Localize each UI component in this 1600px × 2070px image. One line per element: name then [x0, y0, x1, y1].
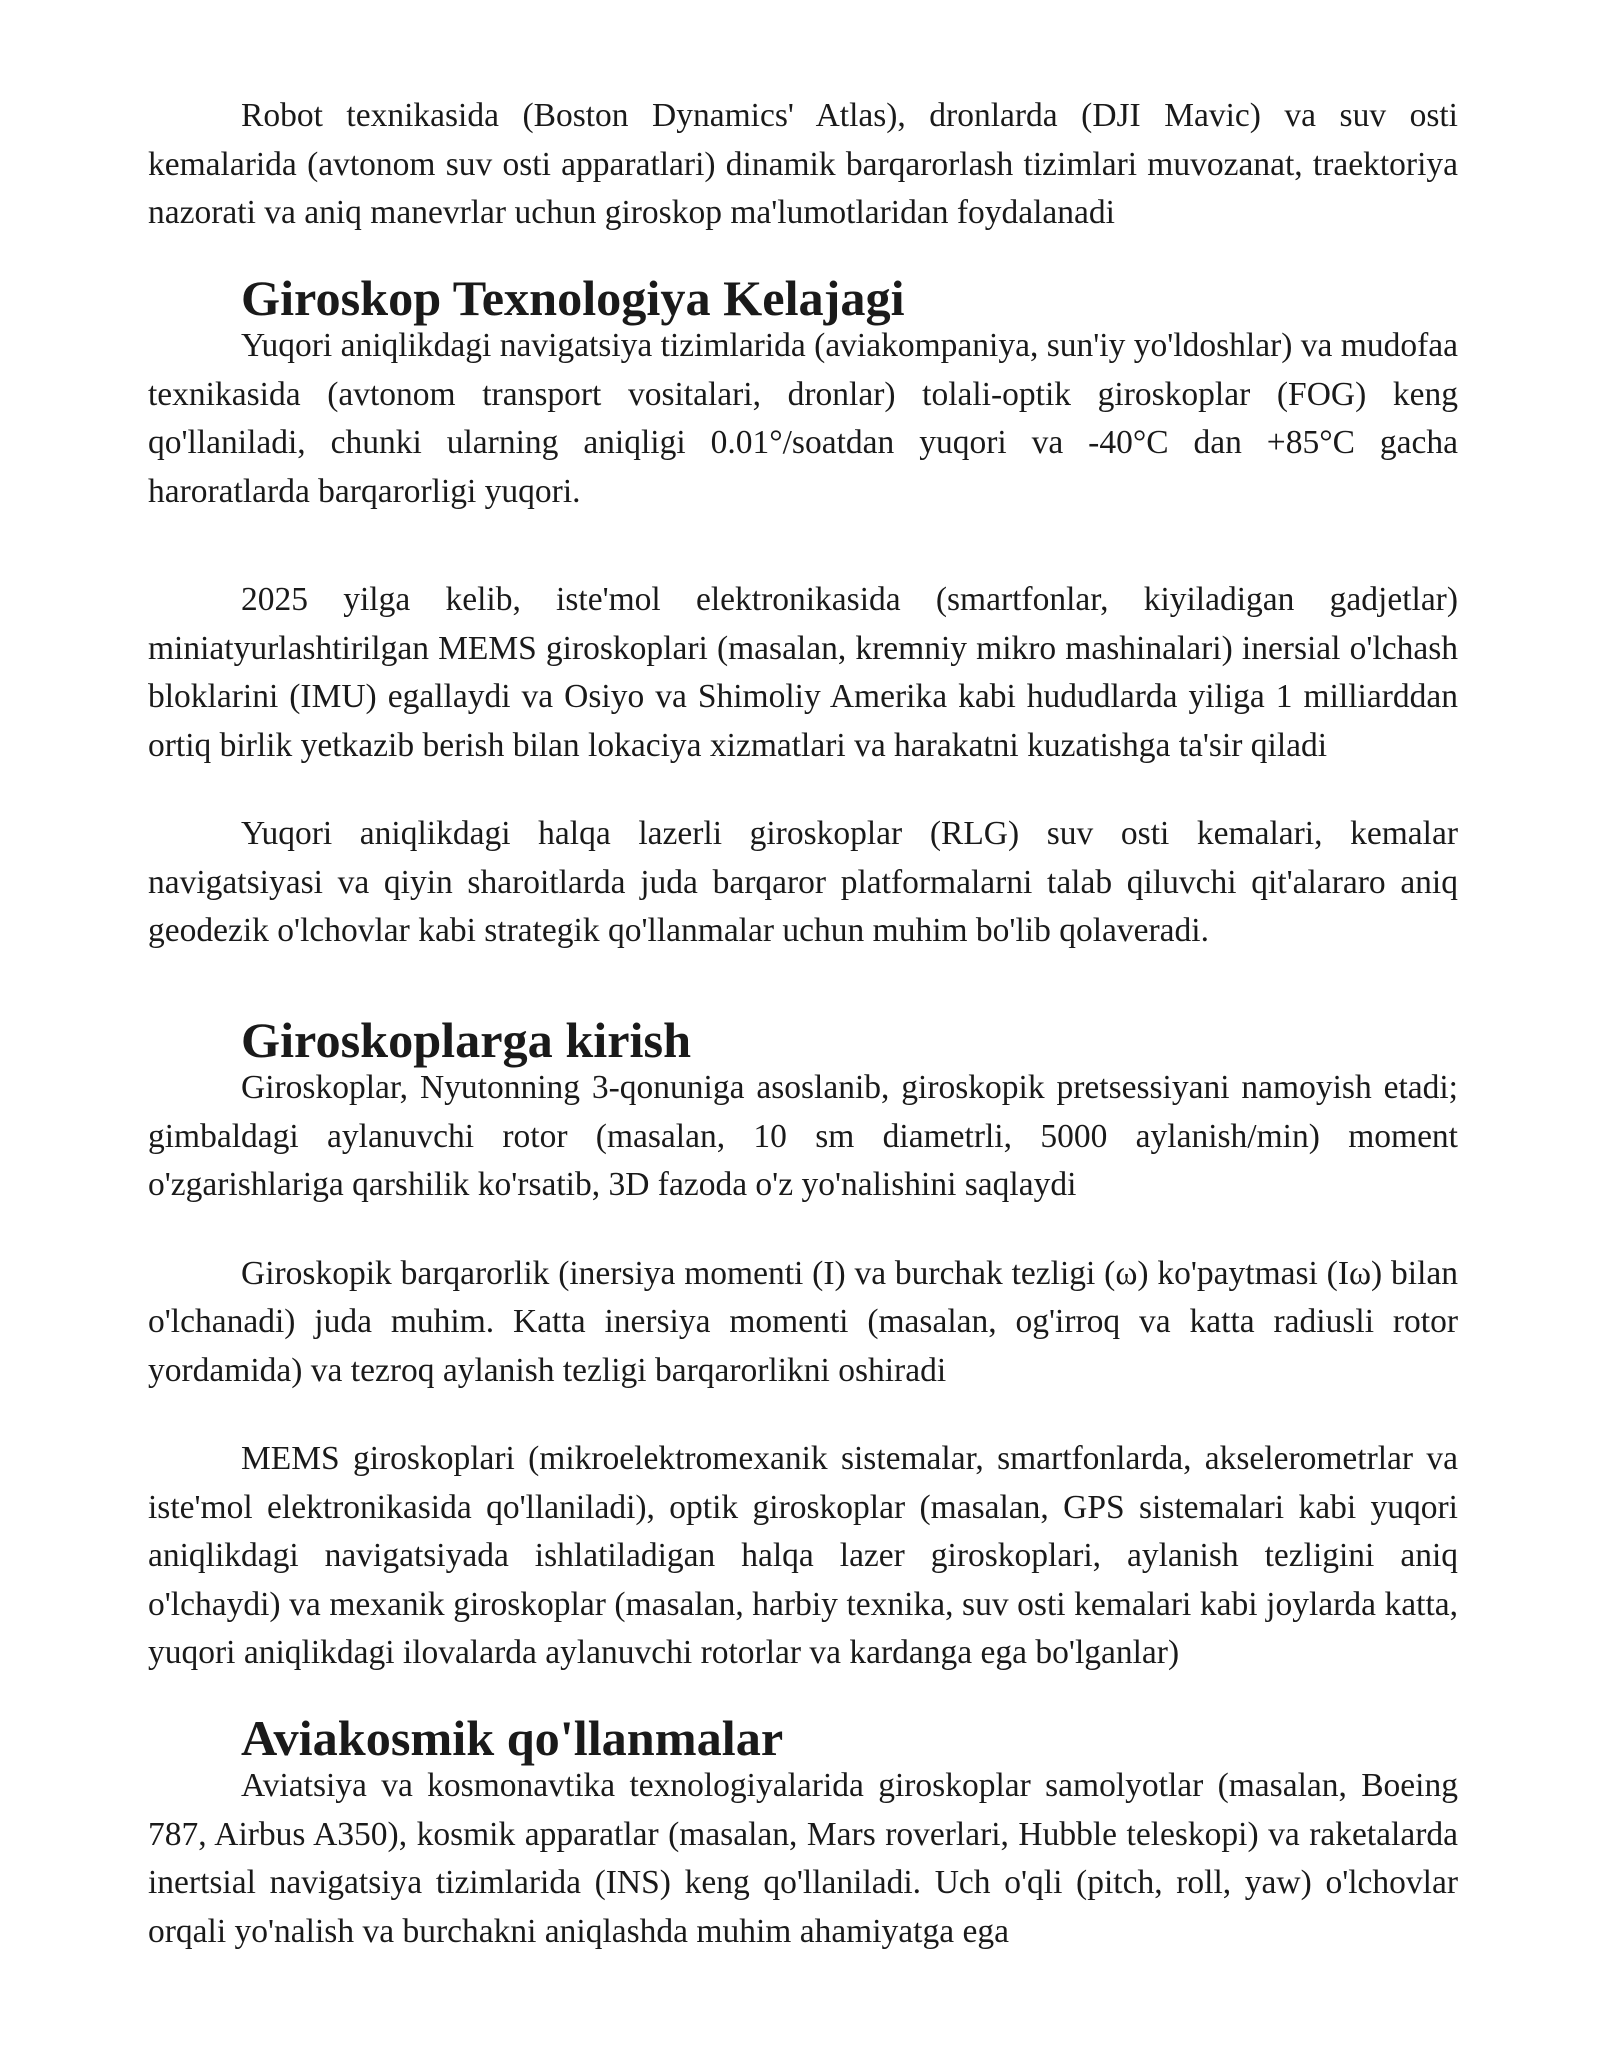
- paragraph-stability: Giroskopik barqarorlik (inersiya momenti (I) va burchak tezligi (ω) ko'paytmasi (Iω) bilan o'lchanadi) juda muhim. Katta inersiya momenti (masalan, og'irroq va katta radiusli rotor yordamida) va tezroq aylanish tezligi barqarorlikni oshiradi: [148, 1254, 1458, 1389]
- spacer: [148, 956, 1458, 1016]
- heading-aerospace: Aviakosmik qo'llanmalar: [241, 1709, 784, 1766]
- spacer: [148, 1678, 1458, 1714]
- paragraph-rlg: Yuqori aniqlikdagi halqa lazerli giroskoplar (RLG) suv osti kemalari, kemalar navigatsiyasi va qiyin sharoitlarda juda barqaror platformalarni talab qiluvchi qit'alararo aniq geodezik o'lchovlar kabi strategik qo'llanmalar uchun muhim bo'lib qolaveradi.: [148, 815, 1458, 949]
- paragraph-future-fog: Yuqori aniqlikdagi navigatsiya tizimlarida (aviakompaniya, sun'iy yo'ldoshlar) va mudofaa texnikasida (avtonom transport vositalari, dronlar) tolali-optik giroskoplar (FOG) keng qo'llaniladi, chunki ularning aniqligi 0.01°/soatdan yuqori va -40°C dan +85°C gacha haroratlarda barqarorligi yuqori.: [148, 327, 1458, 510]
- paragraph-robotics: Robot texnikasida (Boston Dynamics' Atlas), dronlarda (DJI Mavic) va suv osti kemalarida (avtonom suv osti apparatlari) dinamik barqarorlash tizimlari muvozanat, traektoriya nazorati va aniq manevrlar uchun giroskop ma'lumotlaridan foydalanadi: [148, 97, 1458, 231]
- spacer: [148, 516, 1458, 576]
- spacer: [148, 770, 1458, 810]
- heading-intro: Giroskoplarga kirish: [241, 1011, 692, 1068]
- spacer: [148, 1395, 1458, 1435]
- paragraph-intro-newton: Giroskoplar, Nyutonning 3-qonuniga asoslanib, giroskopik pretsessiyani namoyish etadi; gimbaldagi aylanuvchi rotor (masalan, 10 sm diametrli, 5000 aylanish/min) moment o'zgarishlariga qarshilik ko'rsatib, 3D fazoda o'z yo'nalishini saqlaydi: [148, 1069, 1458, 1203]
- spacer: [148, 1210, 1458, 1250]
- paragraph-aerospace: Aviatsiya va kosmonavtika texnologiyalarida giroskoplar samolyotlar (masalan, Boeing 787, Airbus A350), kosmik apparatlar (masalan, Mars roverlari, Hubble teleskopi) va raketalarda inertsial navigatsiya tizimlarida (INS) keng qo'llaniladi. Uch o'qli (pitch, roll, yaw) o'lchovlar orqali yo'nalish va burchakni aniqlashda muhim ahamiyatga ega: [148, 1767, 1458, 1950]
- paragraph-gyro-types: MEMS giroskoplari (mikroelektromexanik sistemalar, smartfonlarda, akselerometrlar va iste'mol elektronikasida qo'llaniladi), optik giroskoplar (masalan, GPS sistemalari kabi yuqori aniqlikdagi navigatsiyada ishlatiladigan halqa lazer giroskoplari, aylanish tezligini aniq o'lchaydi) va mexanik giroskoplar (masalan, harbiy texnika, suv osti kemalari kabi joylarda katta, yuqori aniqlikdagi ilovalarda aylanuvchi rotorlar va kardanga ega bo'lganlar): [148, 1440, 1458, 1671]
- document-page: [148, 92, 1458, 1956]
- spacer: [148, 238, 1458, 274]
- paragraph-mems-2025: 2025 yilga kelib, iste'mol elektronikasida (smartfonlar, kiyiladigan gadjetlar) miniatyurlashtirilgan MEMS giroskoplari (masalan, kremniy mikro mashinalari) inersial o'lchash bloklarini (IMU) egallaydi va Osiyo va Shimoliy Amerika kabi hududlarda yiliga 1 milliarddan ortiq birlik yetkazib berish bilan lokaciya xizmatlari va harakatni kuzatishga ta'sir qiladi: [148, 581, 1458, 764]
- heading-future: Giroskop Texnologiya Kelajagi: [241, 269, 905, 326]
